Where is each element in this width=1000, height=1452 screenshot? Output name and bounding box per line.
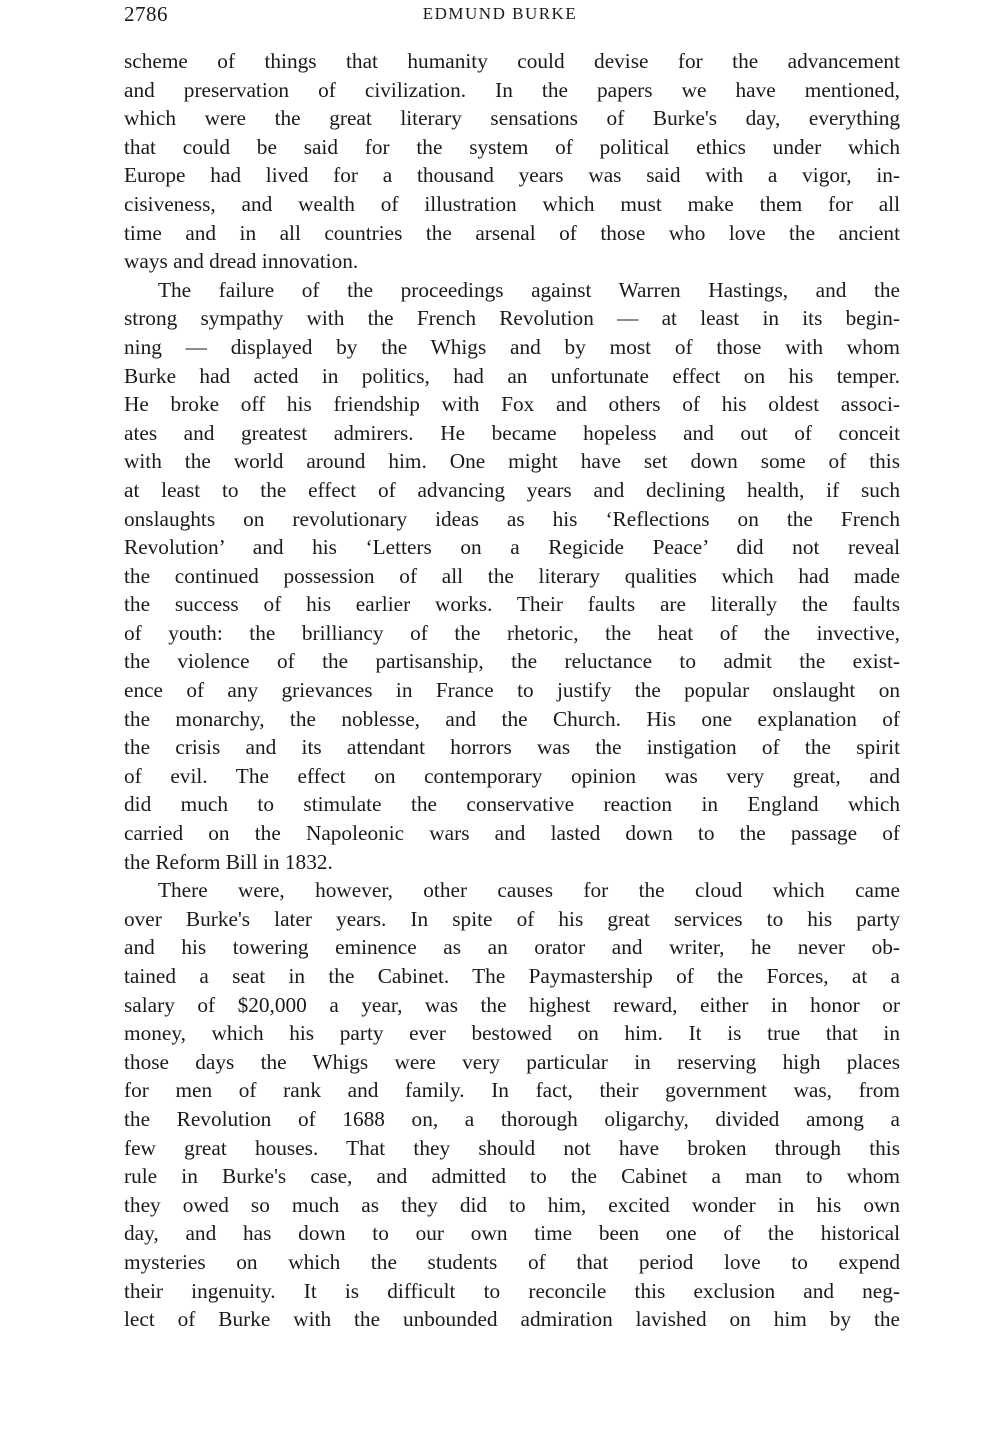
text-line: the success of his earlier works. Their faults are literally the faults bbox=[124, 592, 900, 617]
text-line: of evil. The effect on contemporary opinion was very great, and bbox=[124, 763, 900, 788]
text-line: lect of Burke with the unbounded admiration lavished on him by the bbox=[124, 1307, 900, 1332]
paragraph bbox=[124, 276, 900, 876]
paragraph bbox=[124, 876, 900, 1334]
text-line: ates and greatest admirers. He became hopeless and out of conceit bbox=[124, 420, 900, 445]
text-line: those days the Whigs were very particular in reserving high places bbox=[124, 1049, 900, 1074]
page-header bbox=[0, 2, 1000, 30]
text-line: and his towering eminence as an orator and writer, he never ob- bbox=[124, 935, 900, 960]
text-line: rule in Burke's case, and admitted to the Cabinet a man to whom bbox=[124, 1164, 900, 1189]
text-line: the Revolution of 1688 on, a thorough oligarchy, divided among a bbox=[124, 1106, 900, 1131]
text-line: ways and dread innovation. bbox=[124, 249, 359, 274]
text-line: money, which his party ever bestowed on him. It is true that in bbox=[124, 1021, 900, 1046]
text-line: time and in all countries the arsenal of those who love the ancient bbox=[124, 220, 900, 245]
text-line: ning — displayed by the Whigs and by most of those with whom bbox=[124, 334, 900, 359]
text-line: the monarchy, the noblesse, and the Church. His one explanation of bbox=[124, 706, 900, 731]
text-line: with the world around him. One might have set down some of this bbox=[124, 449, 900, 474]
text-line: that could be said for the system of political ethics under which bbox=[124, 134, 900, 159]
text-line: salary of $20,000 a year, was the highest reward, either in honor or bbox=[124, 992, 900, 1017]
text-line: carried on the Napoleonic wars and lasted down to the passage of bbox=[124, 821, 900, 846]
text-line: at least to the effect of advancing years and declining health, if such bbox=[124, 477, 900, 502]
page-number: 2786 bbox=[124, 2, 168, 26]
text-line: of youth: the brilliancy of the rhetoric, the heat of the invective, bbox=[124, 620, 900, 645]
body-text bbox=[124, 47, 900, 1334]
text-line: they owed so much as they did to him, excited wonder in his own bbox=[124, 1192, 900, 1217]
text-line: the crisis and its attendant horrors was the instigation of the spirit bbox=[124, 735, 900, 760]
running-head: EDMUND BURKE bbox=[422, 4, 578, 23]
text-line: Europe had lived for a thousand years was said with a vigor, in- bbox=[124, 163, 900, 188]
text-line: the Reform Bill in 1832. bbox=[124, 849, 333, 874]
text-line: the continued possession of all the literary qualities which had made bbox=[124, 563, 900, 588]
text-line: the violence of the partisanship, the reluctance to admit the exist- bbox=[124, 649, 900, 674]
text-line: cisiveness, and wealth of illustration which must make them for all bbox=[124, 191, 900, 216]
text-line: tained a seat in the Cabinet. The Paymastership of the Forces, at a bbox=[124, 964, 900, 988]
text-line: The failure of the proceedings against Warren Hastings, and the bbox=[158, 277, 900, 302]
text-line: He broke off his friendship with Fox and others of his oldest associ- bbox=[124, 392, 900, 417]
paragraph bbox=[124, 47, 900, 276]
text-line: did much to stimulate the conservative reaction in England which bbox=[124, 792, 900, 817]
text-line: mysteries on which the students of that period love to expend bbox=[124, 1249, 900, 1274]
text-line: their ingenuity. It is difficult to reconcile this exclusion and neg- bbox=[124, 1278, 900, 1303]
text-line: Revolution’ and his ‘Letters on a Regicide Peace’ did not reveal bbox=[124, 535, 900, 560]
text-line: onslaughts on revolutionary ideas as his ‘Reflections on the French bbox=[124, 506, 900, 531]
text-line: There were, however, other causes for the cloud which came bbox=[158, 878, 900, 903]
text-line: for men of rank and family. In fact, their government was, from bbox=[124, 1078, 900, 1103]
text-line: over Burke's later years. In spite of his great services to his party bbox=[124, 906, 900, 931]
text-line: few great houses. That they should not have broken through this bbox=[124, 1135, 900, 1160]
text-line: scheme of things that humanity could devise for the advancement bbox=[124, 49, 900, 73]
text-line: Burke had acted in politics, had an unfortunate effect on his temper. bbox=[124, 363, 900, 388]
text-line: and preservation of civilization. In the papers we have mentioned, bbox=[124, 77, 900, 102]
text-line: strong sympathy with the French Revolution — at least in its begin- bbox=[124, 306, 900, 331]
text-line: which were the great literary sensations of Burke's day, everything bbox=[124, 106, 900, 131]
text-line: day, and has down to our own time been one of the historical bbox=[124, 1221, 900, 1246]
text-line: ence of any grievances in France to justify the popular onslaught on bbox=[124, 678, 900, 703]
